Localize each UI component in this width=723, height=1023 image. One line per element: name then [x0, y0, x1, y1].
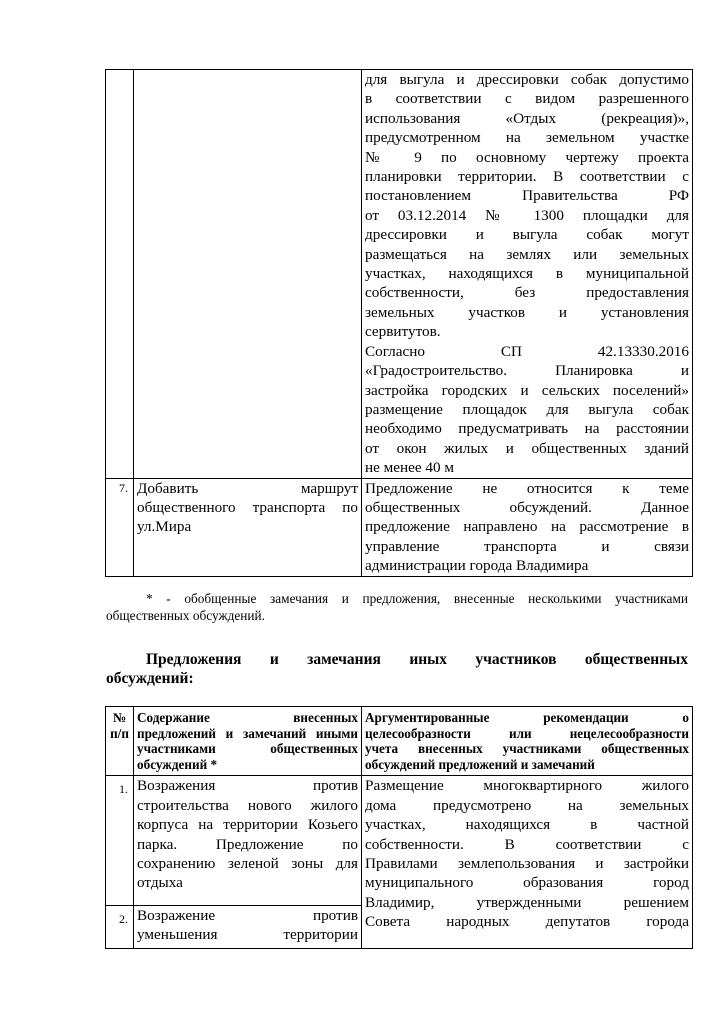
header-line: целесообразности или нецелесообразности: [365, 725, 689, 741]
row-number: 7.: [106, 478, 134, 576]
response-line: от 03.12.2014 № 1300 площадки для: [365, 206, 689, 224]
response-line: общественных обсуждений. Данное: [365, 498, 689, 516]
footnote-line: общественных обсуждений.: [106, 608, 265, 623]
response-cell: [362, 70, 693, 479]
response-line: участках, находящихся в муниципальной: [365, 265, 689, 283]
header-line: №: [112, 710, 127, 725]
table-row: [106, 70, 693, 479]
header-number: [106, 707, 134, 776]
proposal-cell: [134, 70, 362, 479]
heading-line: Предложения и замечания иных участников общественных: [146, 651, 688, 668]
response-line: от окон жилых и общественных зданий: [365, 439, 689, 457]
response-line: предложение направлено на рассмотрение в: [365, 518, 689, 536]
response-text: [365, 776, 689, 948]
row-number: 1.: [106, 776, 134, 905]
header-line: Аргументированные рекомендации о: [365, 710, 689, 725]
header-line: обсуждений предложений и замечаний: [365, 756, 595, 772]
header-content: [134, 707, 362, 776]
response-line: необходимо предусматривать на расстоянии: [365, 420, 689, 438]
content-line: сохранению зеленой зоны для: [137, 855, 358, 872]
response-line: Размещение многоквартирного жилого: [365, 777, 689, 795]
content-line: строительства нового жилого: [137, 796, 358, 814]
heading-line: обсуждений:: [106, 670, 194, 687]
response-line: в соответствии с видом разрешенного: [365, 90, 689, 108]
response-line: № 9 по основному чертежу проекта: [365, 148, 689, 166]
comments-table-continued: [105, 69, 693, 577]
response-line: дрессировки и выгула собак могут: [365, 226, 689, 244]
response-line: размещаться на землях или земельных: [365, 245, 689, 263]
content-line: Возражение против: [137, 906, 358, 924]
response-line: застройка городских и сельских поселений»: [365, 381, 689, 399]
response-line: дома предусмотрено на земельных: [365, 796, 689, 814]
header-line: учета внесенных участниками общественных: [365, 741, 689, 757]
response-line: собственности, без предоставления: [365, 284, 689, 302]
content-line: уменьшения территории: [137, 925, 358, 943]
row-number-cell: [106, 70, 134, 479]
content-line: отдыха: [137, 874, 183, 892]
response-line: Согласно СП 42.13330.2016: [365, 342, 689, 360]
section-heading: [106, 650, 688, 688]
header-line: участниками общественных: [137, 741, 358, 757]
content-cell: [134, 776, 362, 905]
content-line: Возражения против: [137, 777, 358, 795]
proposal-line: Добавить маршрут: [137, 479, 358, 497]
footnote: [106, 590, 688, 624]
row-number: 2.: [106, 905, 134, 949]
response-line: предусмотренном на земельном участке: [365, 129, 689, 147]
response-line: сервитутов.: [365, 323, 441, 341]
response-line: планировки территории. В соответствии с: [365, 168, 689, 186]
response-line: участках, находящихся в частной: [365, 816, 689, 834]
response-line: земельных участков и установления: [365, 303, 689, 321]
response-line: Предложение не относится к теме: [365, 479, 689, 497]
response-line: для выгула и дрессировки собак допустимо: [365, 71, 689, 88]
response-line: «Градостроительство. Планировка и: [365, 362, 689, 380]
response-line: размещение площадок для выгула собак: [365, 400, 689, 418]
header-line: предложений и замечаний иными: [137, 725, 358, 741]
proposal-line: общественного транспорта по: [137, 498, 358, 516]
response-cell: [362, 478, 693, 576]
content-cell: [134, 905, 362, 949]
response-line: Совета народных депутатов города: [365, 913, 689, 931]
table-row: [106, 478, 693, 576]
proposal-line: ул.Мира: [137, 518, 192, 536]
response-line: постановлением Правительства РФ: [365, 187, 689, 205]
header-line: п/п: [110, 725, 129, 741]
table-row: [106, 776, 693, 905]
response-line: управление транспорта и связи: [365, 537, 689, 555]
proposal-cell: [134, 478, 362, 576]
response-line: Правилами землепользования и застройки: [365, 855, 689, 872]
content-line: парка. Предложение по: [137, 835, 358, 853]
response-line: муниципального образования город: [365, 874, 689, 892]
footnote-text: * - обобщенные замечания и предложения, внесенные несколькими участниками: [146, 591, 688, 606]
response-line: администрации города Владимира: [365, 557, 589, 575]
response-line: Владимир, утвержденными решением: [365, 893, 689, 911]
header-line: Содержание внесенных: [137, 710, 358, 725]
response-cell: [362, 776, 693, 949]
response-line: использования «Отдых (рекреация)»,: [365, 109, 689, 127]
header-recommendation: [362, 707, 693, 776]
header-line: обсуждений *: [137, 756, 218, 772]
response-line: собственности. В соответствии с: [365, 835, 689, 853]
table-header-row: [106, 707, 693, 776]
content-line: корпуса на территории Козьего: [137, 816, 358, 834]
footnote-line: [106, 590, 688, 607]
response-line: не менее 40 м: [365, 459, 455, 477]
other-participants-table: [105, 706, 693, 949]
